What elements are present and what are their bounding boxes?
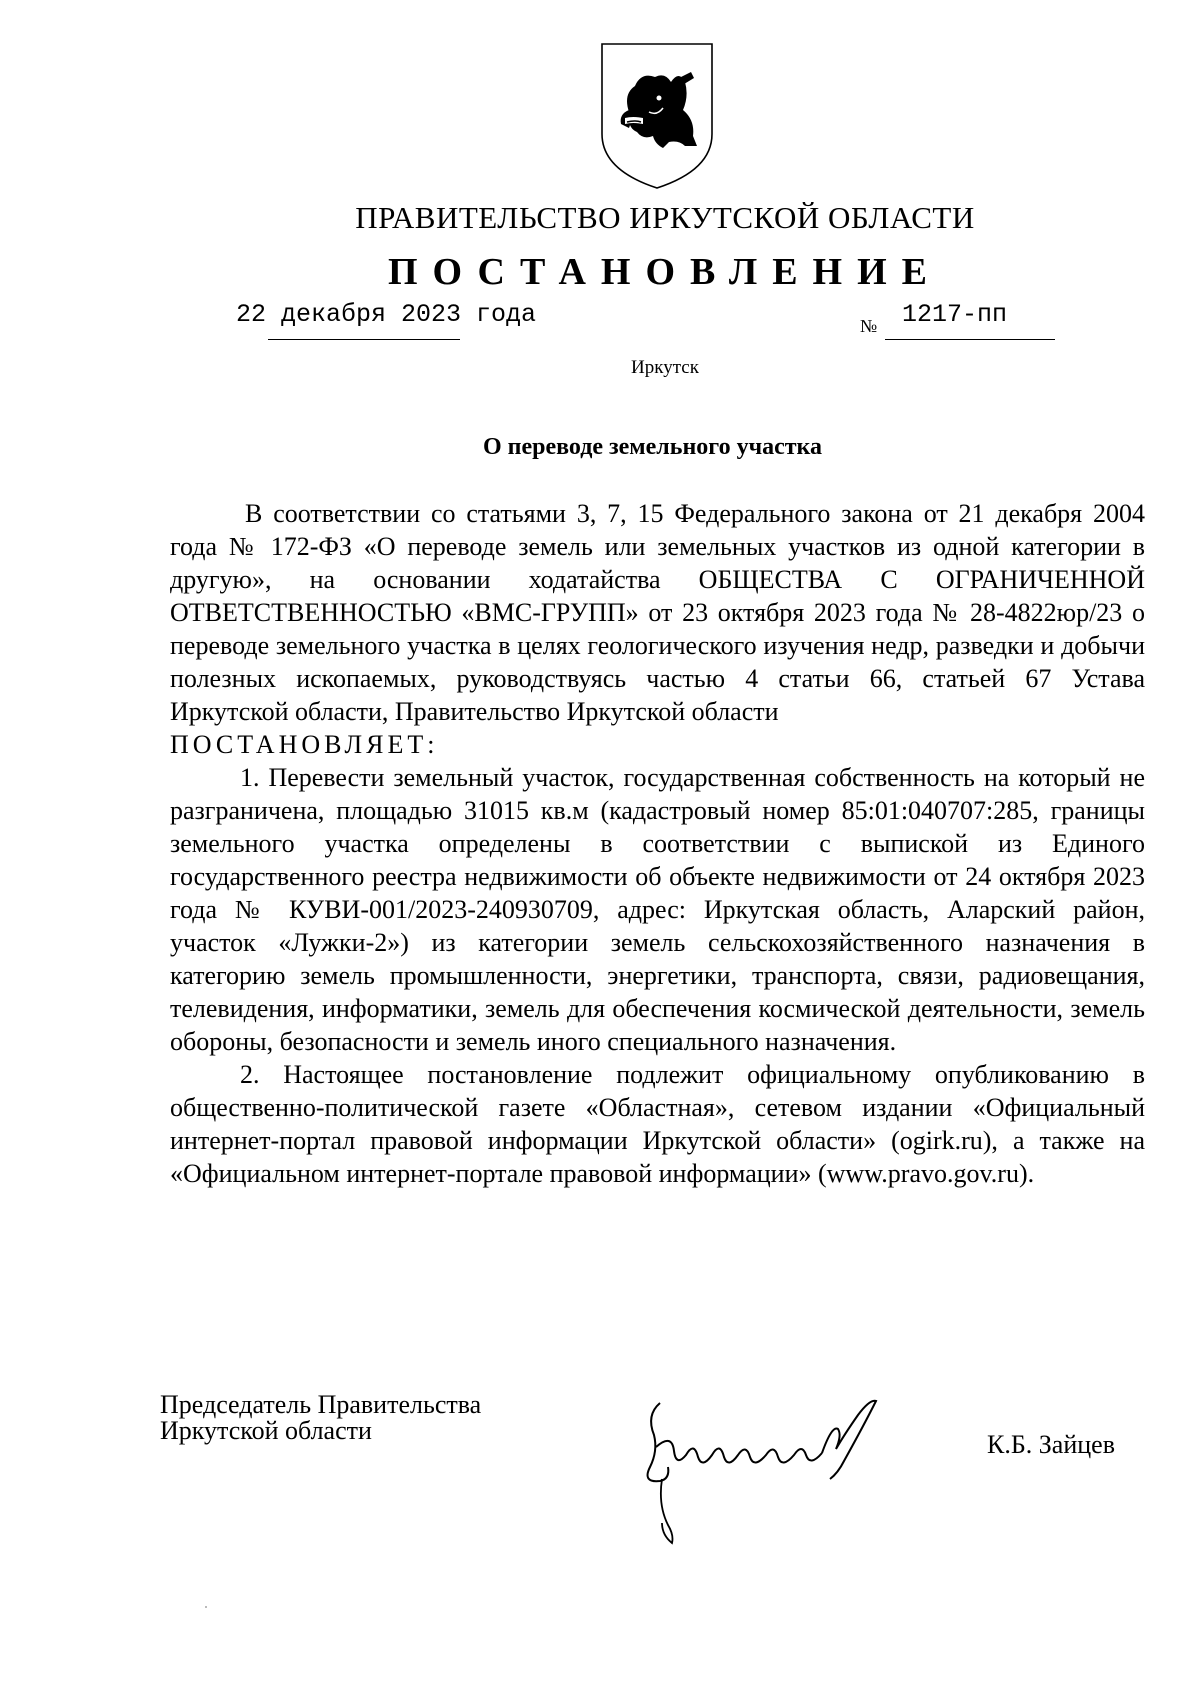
document-date: 22 декабря 2023 года (236, 300, 537, 329)
document-type-title: ПОСТАНОВЛЕНИЕ (387, 251, 943, 293)
government-name: ПРАВИТЕЛЬСТВО ИРКУТСКОЙ ОБЛАСТИ (355, 200, 975, 235)
irkutsk-coat-of-arms-icon (599, 42, 715, 190)
signer-name: К.Б. Зайцев (987, 1430, 1115, 1459)
decree-body-intro (170, 497, 1145, 1190)
decree-item-2: 2. Настоящее постановление подлежит официальному опубликованию в общественно-политической газете «Областная», сетевом издании «Официальный интернет-портал правовой информации Иркутской области» (ogirk.ru), а также на «Официальном интернет-портале правовой информации» (www.pravo.gov.ru). (170, 1060, 1145, 1188)
number-sign: № (860, 316, 878, 336)
decree-subject: О переводе земельного участка (482, 434, 823, 460)
number-underline (885, 339, 1055, 340)
handwritten-signature (632, 1375, 912, 1555)
decree-item-1: 1. Перевести земельный участок, государственная собственность на который не разграничена, площадью 31015 кв.м (кадастровый номер 85:01:040707:285, границы земельного участка определены в соответствии с выпиской из Единого государственного реестра недвижимости об объекте недвижимости от 24 октября 2023 года № КУВИ-001/2023-240930709, адрес: Иркутская область, Аларский район, участок «Лужки-2») из категории земель сельскохозяйственного назначения в категорию земель промышленности, энергетики, транспорта, связи, радиовещания, телевидения, информатики, земель для обеспечения космической деятельности, земель обороны, безопасности и земель иного специального назначения. (170, 763, 1145, 1056)
signer-position-line2: Иркутской области (160, 1416, 372, 1445)
issue-city: Иркутск (631, 357, 699, 378)
intro-paragraph: В соответствии со статьями 3, 7, 15 Федерального закона от 21 декабря 2004 года № 172-ФЗ «О переводе земель или земельных участков из одной категории в другую», на основании ходатайства ОБЩЕСТВА С ОГРАНИЧЕННОЙ ОТВЕТСТВЕННОСТЬЮ «ВМС-ГРУПП» от 23 октября 2023 года № 28-4822юр/23 о переводе земельного участка в целях геологического изучения недр, разведки и добычи полезных ископаемых, руководствуясь частью 4 статьи 66, статьей 67 Устава Иркутской области, Правительство Иркутской области (170, 499, 1145, 726)
decree-word: ПОСТАНОВЛЯЕТ: (170, 730, 439, 759)
scan-speck (205, 1606, 207, 1608)
document-number: 1217-пп (902, 300, 1008, 329)
signer-position-line1: Председатель Правительства (160, 1390, 482, 1419)
signer-position (160, 1392, 481, 1444)
date-underline (268, 339, 460, 340)
